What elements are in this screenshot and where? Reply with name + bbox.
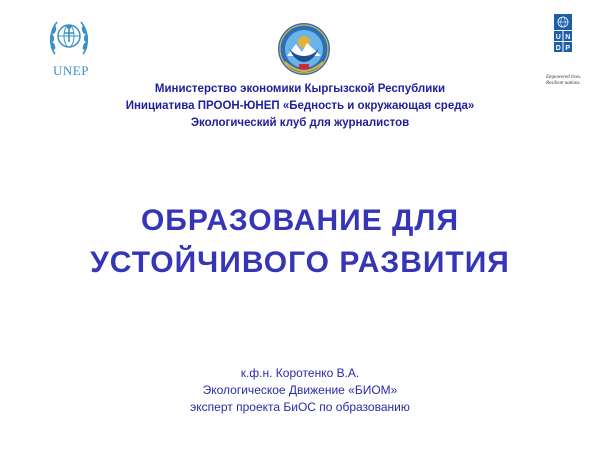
- undp-letter-p: P: [565, 45, 571, 52]
- ministry-line: Министерство экономики Кыргызской Республики: [154, 83, 446, 95]
- undp-letter-d: D: [555, 45, 561, 52]
- kyrgyz-state-emblem-icon: [277, 22, 331, 76]
- undp-tagline-line2: Resilient nations.: [546, 81, 581, 86]
- slide-title: [0, 200, 600, 284]
- undp-tagline-line1: Empowered lives.: [546, 75, 582, 80]
- undp-logo: [546, 14, 580, 90]
- undp-emblem-icon: [554, 14, 572, 74]
- initiative-line: Инициатива ПРООН-ЮНЕП «Бедность и окружающая среда»: [125, 100, 475, 112]
- author-role: эксперт проекта БиОС по образованию: [190, 400, 410, 414]
- author-block: [90, 365, 510, 416]
- organization-header: [0, 81, 600, 132]
- title-line-2: УСТОЙЧИВОГО РАЗВИТИЯ: [90, 246, 510, 279]
- title-line-1: ОБРАЗОВАНИЕ ДЛЯ: [140, 204, 460, 237]
- undp-letter-u: U: [555, 34, 561, 41]
- unep-wordmark: UNEP: [53, 63, 89, 78]
- unep-logo: [43, 14, 95, 82]
- undp-letter-n: N: [565, 34, 571, 41]
- unep-emblem-icon: [47, 14, 91, 60]
- club-line: Экологический клуб для журналистов: [190, 117, 410, 129]
- author-organization: Экологическое Движение «БИОМ»: [202, 383, 398, 397]
- author-name: к.ф.н. Коротенко В.А.: [240, 366, 360, 380]
